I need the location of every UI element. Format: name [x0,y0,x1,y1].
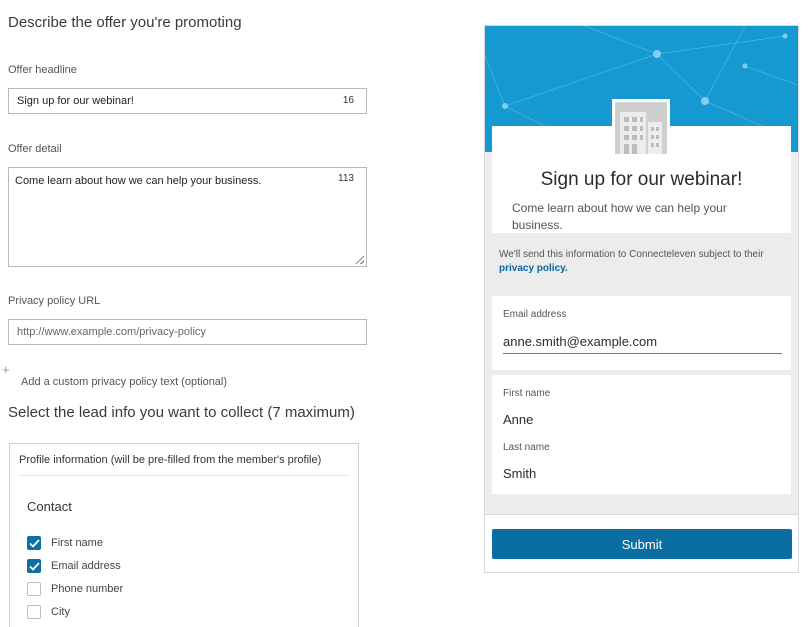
email-panel [492,296,791,370]
option-phone-number[interactable] [27,582,123,596]
privacy-url-placeholder: http://www.example.com/privacy-policy [17,326,206,338]
last-name-field[interactable]: Smith [503,466,537,481]
detail-textarea-value: Come learn about how we can help your business. [15,175,262,187]
profile-info-box [9,443,359,627]
privacy-notice [499,248,789,276]
option-city[interactable] [27,605,70,619]
privacy-notice-text: We'll send this information to Connecteleven subject to their [499,249,764,260]
headline-input-value: Sign up for our webinar! [17,95,134,107]
detail-char-count: 113 [338,173,354,184]
phone-number-checkbox[interactable] [27,582,41,596]
resize-handle-icon[interactable] [356,256,364,264]
detail-textarea[interactable] [8,167,367,267]
add-custom-privacy-link[interactable]: Add a custom privacy policy text (optional) [21,376,228,388]
first-name-option-label: First name [51,537,103,549]
profile-divider [19,475,349,476]
profile-info-header: Profile information (will be pre-filled from the member's profile) [19,454,322,466]
privacy-url-label: Privacy policy URL [8,295,101,307]
preview-detail: Come learn about how we can help your business. [512,201,727,232]
plus-icon[interactable]: + [2,362,10,377]
submit-button[interactable]: Submit [492,529,792,559]
email-field[interactable]: anne.smith@example.com [503,334,658,349]
city-checkbox[interactable] [27,605,41,619]
detail-label: Offer detail [8,143,62,155]
name-panel [492,375,791,494]
contact-heading: Contact [27,499,72,514]
privacy-url-input[interactable] [8,319,367,345]
lead-form-preview [484,25,799,573]
email-address-option-label: Email address [51,560,121,572]
checkmark-icon [29,539,40,548]
lead-info-title: Select the lead info you want to collect (7 maximum) [8,404,355,421]
headline-char-count: 16 [342,95,354,106]
last-name-field-label: Last name [503,442,550,453]
city-option-label: City [51,606,70,618]
headline-input[interactable] [8,88,367,114]
offer-section-title: Describe the offer you're promoting [8,14,242,31]
option-email-address[interactable] [27,559,121,573]
phone-number-option-label: Phone number [51,583,124,595]
email-field-label: Email address [503,309,567,320]
privacy-policy-link[interactable]: privacy policy. [499,263,568,274]
building-icon [612,99,670,157]
checkmark-icon [29,562,40,571]
first-name-checkbox[interactable] [27,536,41,550]
first-name-field-label: First name [503,388,551,399]
email-field-underline [503,353,782,354]
option-first-name[interactable] [27,536,103,550]
preview-title: Sign up for our webinar! [540,169,743,190]
email-address-checkbox[interactable] [27,559,41,573]
headline-label: Offer headline [8,64,77,76]
first-name-field[interactable]: Anne [503,412,534,427]
